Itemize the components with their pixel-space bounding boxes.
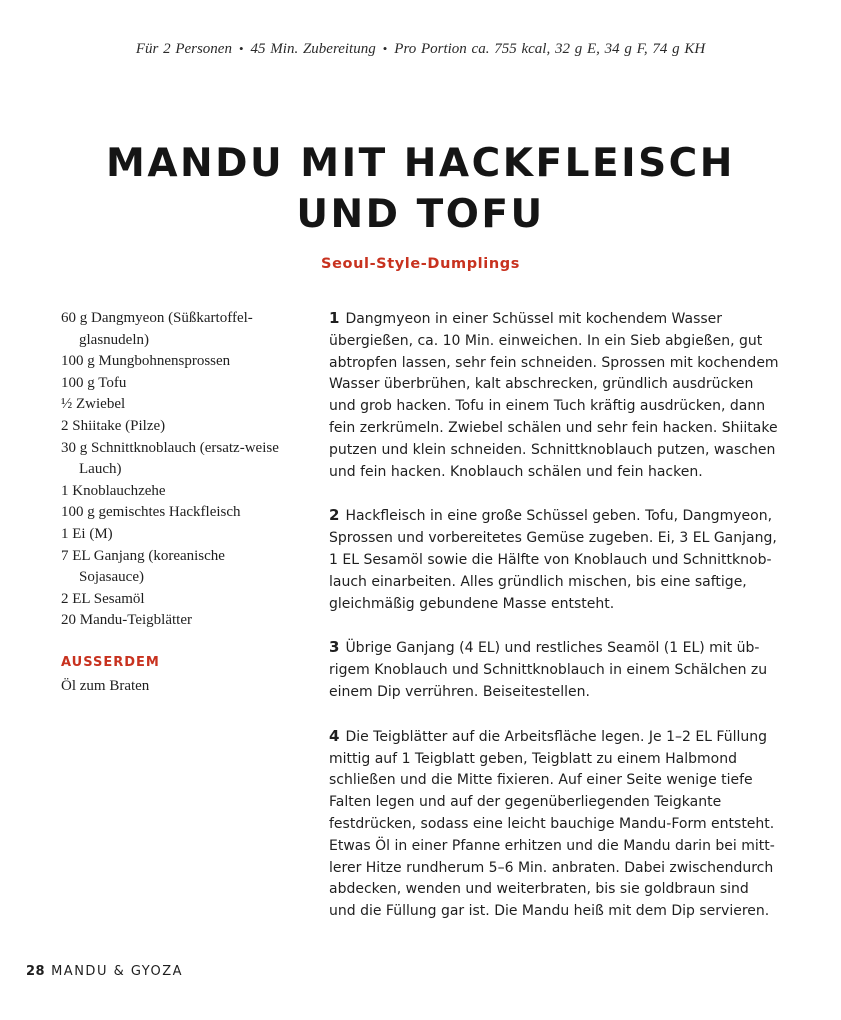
ingredient-item: 100 g gemischtes Hackfleisch (61, 504, 241, 521)
recipe-subtitle: Seoul-Style-Dumplings (321, 256, 520, 272)
ingredient-item: 60 g Dangmyeon (Süßkartoffel-glasnudeln) (61, 310, 253, 348)
recipe-meta (0, 41, 841, 58)
recipe-title-line1: MANDU MIT HACKFLEISCH (106, 141, 735, 186)
ingredient-item: 2 EL Sesamöl (61, 590, 145, 607)
step-text: Übrige Ganjang (4 EL) und restliches Seamöl (1 EL) mit üb-rigem Knoblauch und Schnittknoblauch in einem Schälchen zu einem Dip verrühren. Beiseitestellen. (329, 640, 768, 700)
step-3 (329, 637, 779, 703)
ingredient-item: 100 g Tofu (61, 374, 127, 391)
ingredient-item: 7 EL Ganjang (koreanische Sojasauce) (61, 547, 225, 586)
step-number: 2 (329, 506, 340, 525)
recipe-title-line2: UND TOFU (296, 192, 545, 237)
extra-heading: AUSSERDEM (61, 655, 160, 670)
step-1 (329, 308, 779, 483)
ingredient-item: 1 Knoblauchzehe (61, 482, 166, 499)
step-number: 3 (329, 638, 340, 657)
instruction-steps (329, 308, 779, 945)
step-text: Die Teigblätter auf die Arbeitsfläche legen. Je 1–2 EL Füllung mittig auf 1 Teigblatt geben, Teigblatt zu einem Halbmond schließen und die Mitte fixieren. Auf einer Seite wenige tiefe Falten legen und auf der gegenüberliegenden Teigkante festdrücken, sodass eine leicht bauchige Mandu-Form entsteht. Etwas Öl in einer Pfanne erhitzen und die Mandu darin bei mitt-lerer Hitze rundherum 5–6 Min. anbraten. Dabei zwischendurch abdecken, wenden und weiterbraten, bis sie goldbraun sind und die Füllung gar ist. Die Mandu heiß mit dem Dip servieren. (329, 728, 775, 920)
step-4 (329, 726, 779, 923)
ingredient-item: ½ Zwiebel (61, 396, 126, 413)
page-footer (26, 964, 183, 979)
servings: Für 2 Personen (135, 41, 232, 57)
recipe-title (60, 138, 781, 240)
prep-time: 45 Min. Zubereitung (250, 41, 376, 57)
ingredient-item: 30 g Schnittknoblauch (ersatz-weise Lauch) (61, 439, 279, 478)
ingredient-item: 1 Ei (M) (61, 525, 113, 542)
step-number: 1 (329, 309, 340, 327)
ingredient-item: 20 Mandu-Teigblätter (61, 612, 192, 629)
ingredient-item: 2 Shiitake (Pilze) (61, 417, 166, 434)
page-number: 28 (26, 964, 46, 979)
nutrition-info: Pro Portion ca. 755 kcal, 32 g E, 34 g F, 74 g KH (394, 41, 706, 57)
meta-separator: • (238, 41, 244, 56)
extra-ingredient: Öl zum Braten (61, 678, 150, 694)
step-text: Hackfleisch in eine große Schüssel geben. Tofu, Dangmyeon, Sprossen und vorbereitetes Gemüse zugeben. Ei, 3 EL Ganjang, 1 EL Sesamöl sowie die Hälfte von Knoblauch und Schnittknob-lauch einarbeiten. Alles gründlich mischen, bis eine saftige, gleichmäßig gebundene Masse entsteht. (329, 508, 777, 612)
step-2 (329, 505, 779, 615)
ingredient-item: 100 g Mungbohnensprossen (61, 353, 231, 370)
step-text: Dangmyeon in einer Schüssel mit kochendem Wasser übergießen, ca. 10 Min. einweichen. In ein Sieb abgießen, gut abtropfen lassen, sehr fein schneiden. Sprossen mit kochendem Wasser überbrühen, kalt abschrecken, gründlich ausdrücken und grob hacken. Tofu in einem Tuch kräftig ausdrücken, dann fein zerkrümeln. Zwiebel schälen und sehr fein hacken. Shiitake putzen und klein schneiden. Schnittknoblauch putzen, waschen und fein hacken. Knoblauch schälen und fein hacken. (329, 311, 779, 480)
step-number: 4 (329, 726, 340, 745)
meta-separator: • (382, 41, 388, 56)
section-name: MANDU & GYOZA (51, 964, 184, 979)
ingredient-list (61, 308, 291, 632)
